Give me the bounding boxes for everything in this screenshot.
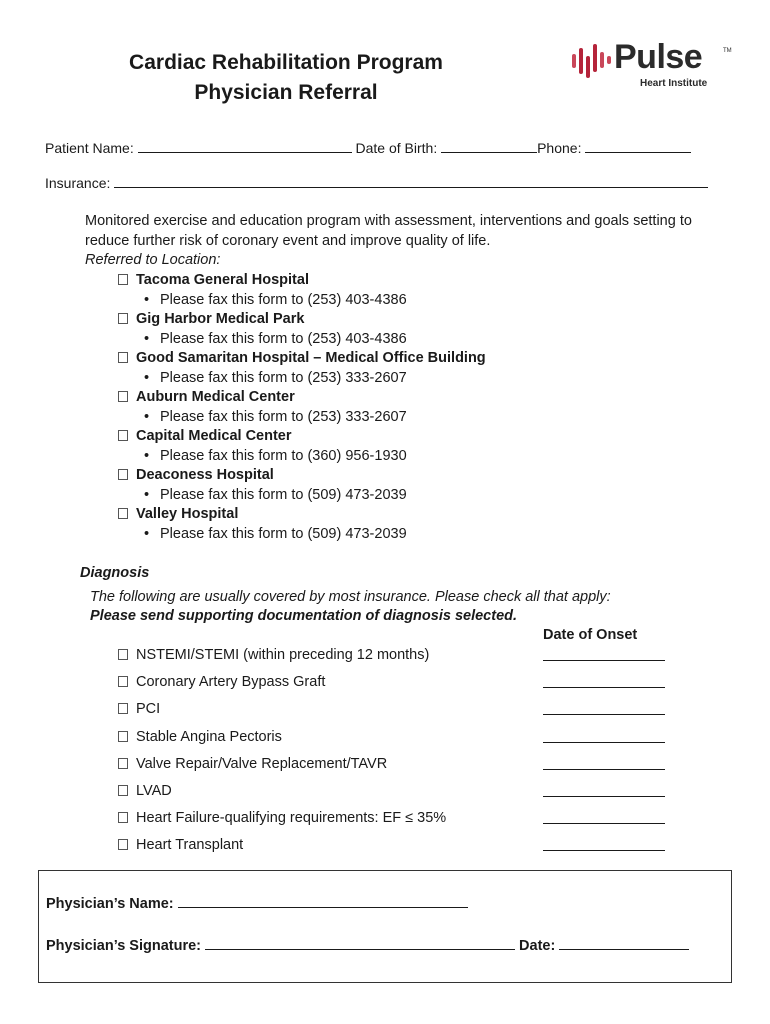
location-fax: Please fax this form to (509) 473-2039 bbox=[160, 525, 407, 542]
patient-info-row bbox=[45, 140, 691, 156]
onset-date-field[interactable] bbox=[543, 687, 665, 688]
diagnosis-item bbox=[118, 673, 678, 700]
diagnosis-checkbox[interactable] bbox=[118, 703, 128, 714]
location-name: Auburn Medical Center bbox=[136, 389, 295, 405]
location-item bbox=[118, 271, 638, 310]
location-fax: Please fax this form to (253) 403-4386 bbox=[160, 291, 407, 308]
diagnosis-label: PCI bbox=[136, 701, 161, 718]
location-item bbox=[118, 505, 638, 544]
description-text: Monitored exercise and education program with assessment, interventions and goals setting to reduce further risk of coronary event and improve quality of life. bbox=[85, 213, 692, 249]
diagnosis-checkbox[interactable] bbox=[118, 731, 128, 742]
logo-wordmark: Pulse bbox=[614, 38, 703, 76]
insurance-field[interactable] bbox=[114, 175, 708, 188]
diagnosis-item bbox=[118, 836, 678, 863]
location-checkbox[interactable] bbox=[118, 430, 128, 441]
diagnosis-item bbox=[118, 646, 678, 673]
diagnosis-label: NSTEMI/STEMI (within preceding 12 months) bbox=[136, 647, 430, 663]
onset-header: Date of Onset bbox=[543, 627, 638, 643]
diagnosis-item bbox=[118, 755, 678, 782]
onset-date-field[interactable] bbox=[543, 850, 665, 851]
physician-name-label: Physician’s Name: bbox=[46, 896, 174, 912]
diagnosis-item bbox=[118, 700, 678, 727]
diagnosis-label: Heart Failure-qualifying requirements: EF ≤ 35% bbox=[136, 810, 447, 827]
physician-section bbox=[38, 870, 732, 983]
diagnosis-item bbox=[118, 809, 678, 836]
bullet-icon: • bbox=[144, 525, 150, 542]
insurance-label: Insurance: bbox=[45, 175, 111, 191]
diagnosis-checkbox[interactable] bbox=[118, 839, 128, 850]
patient-name-field[interactable] bbox=[138, 140, 352, 153]
onset-date-field[interactable] bbox=[543, 769, 665, 770]
location-checkbox[interactable] bbox=[118, 274, 128, 285]
diagnosis-label: Stable Angina Pectoris bbox=[136, 728, 282, 745]
location-fax: Please fax this form to (509) 473-2039 bbox=[160, 486, 407, 503]
location-item bbox=[118, 466, 638, 505]
patient-name-label: Patient Name: bbox=[45, 140, 134, 156]
diagnosis-checkbox[interactable] bbox=[118, 649, 128, 660]
diagnosis-checkbox[interactable] bbox=[118, 785, 128, 796]
diagnosis-checkbox[interactable] bbox=[118, 758, 128, 769]
onset-date-field[interactable] bbox=[543, 714, 665, 715]
onset-date-field[interactable] bbox=[543, 796, 665, 797]
date-label: Date: bbox=[519, 938, 556, 954]
insurance-row bbox=[45, 175, 708, 191]
diagnosis-label: LVAD bbox=[136, 782, 172, 799]
date-field[interactable] bbox=[559, 937, 689, 950]
location-checkbox[interactable] bbox=[118, 313, 128, 324]
bullet-icon: • bbox=[144, 447, 150, 464]
phone-field[interactable] bbox=[585, 140, 691, 153]
location-name: Capital Medical Center bbox=[136, 428, 292, 444]
onset-date-field[interactable] bbox=[543, 660, 665, 661]
physician-name-row bbox=[46, 895, 468, 912]
location-name: Deaconess Hospital bbox=[136, 467, 274, 483]
pulse-logo bbox=[570, 40, 735, 96]
location-checkbox[interactable] bbox=[118, 508, 128, 519]
pulse-bars-icon bbox=[570, 44, 614, 80]
location-fax: Please fax this form to (253) 403-4386 bbox=[160, 330, 407, 347]
diagnosis-item bbox=[118, 782, 678, 809]
location-checkbox[interactable] bbox=[118, 352, 128, 363]
bullet-icon: • bbox=[144, 486, 150, 503]
diagnosis-label: Valve Repair/Valve Replacement/TAVR bbox=[136, 755, 388, 772]
onset-date-field[interactable] bbox=[543, 742, 665, 743]
dob-label: Date of Birth: bbox=[355, 140, 438, 156]
location-list bbox=[118, 271, 638, 544]
bullet-icon: • bbox=[144, 369, 150, 386]
page-title bbox=[96, 48, 476, 108]
diagnosis-note: Please send supporting documentation of diagnosis selected. bbox=[90, 608, 518, 624]
location-name: Tacoma General Hospital bbox=[136, 272, 309, 288]
physician-name-field[interactable] bbox=[178, 895, 468, 908]
location-item bbox=[118, 310, 638, 349]
diagnosis-label: Heart Transplant bbox=[136, 837, 244, 854]
diagnosis-checkbox[interactable] bbox=[118, 676, 128, 687]
location-fax: Please fax this form to (253) 333-2607 bbox=[160, 408, 407, 425]
physician-signature-label: Physician’s Signature: bbox=[46, 938, 201, 954]
bullet-icon: • bbox=[144, 291, 150, 308]
program-description bbox=[85, 212, 705, 271]
location-fax: Please fax this form to (253) 333-2607 bbox=[160, 369, 407, 386]
location-name: Gig Harbor Medical Park bbox=[136, 311, 305, 327]
physician-signature-row bbox=[46, 937, 689, 954]
location-checkbox[interactable] bbox=[118, 391, 128, 402]
bullet-icon: • bbox=[144, 408, 150, 425]
diagnosis-intro: The following are usually covered by most insurance. Please check all that apply: bbox=[90, 589, 611, 605]
physician-signature-field[interactable] bbox=[205, 937, 515, 950]
location-item bbox=[118, 427, 638, 466]
bullet-icon: • bbox=[144, 330, 150, 347]
title-line-1: Cardiac Rehabilitation Program bbox=[129, 51, 443, 74]
phone-label: Phone: bbox=[537, 140, 582, 156]
diagnosis-item bbox=[118, 728, 678, 755]
dob-field[interactable] bbox=[441, 140, 537, 153]
location-item bbox=[118, 349, 638, 388]
diagnosis-list bbox=[118, 646, 678, 864]
diagnosis-heading: Diagnosis bbox=[80, 565, 150, 581]
diagnosis-checkbox[interactable] bbox=[118, 812, 128, 823]
diagnosis-label: Coronary Artery Bypass Graft bbox=[136, 674, 326, 691]
location-item bbox=[118, 388, 638, 427]
onset-date-field[interactable] bbox=[543, 823, 665, 824]
location-checkbox[interactable] bbox=[118, 469, 128, 480]
logo-trademark: TM bbox=[723, 48, 732, 54]
referred-label: Referred to Location: bbox=[85, 252, 221, 268]
logo-subtitle: Heart Institute bbox=[640, 78, 708, 89]
location-name: Good Samaritan Hospital – Medical Office Building bbox=[136, 350, 486, 366]
title-line-2: Physician Referral bbox=[194, 81, 378, 104]
location-fax: Please fax this form to (360) 956-1930 bbox=[160, 447, 407, 464]
location-name: Valley Hospital bbox=[136, 506, 239, 522]
